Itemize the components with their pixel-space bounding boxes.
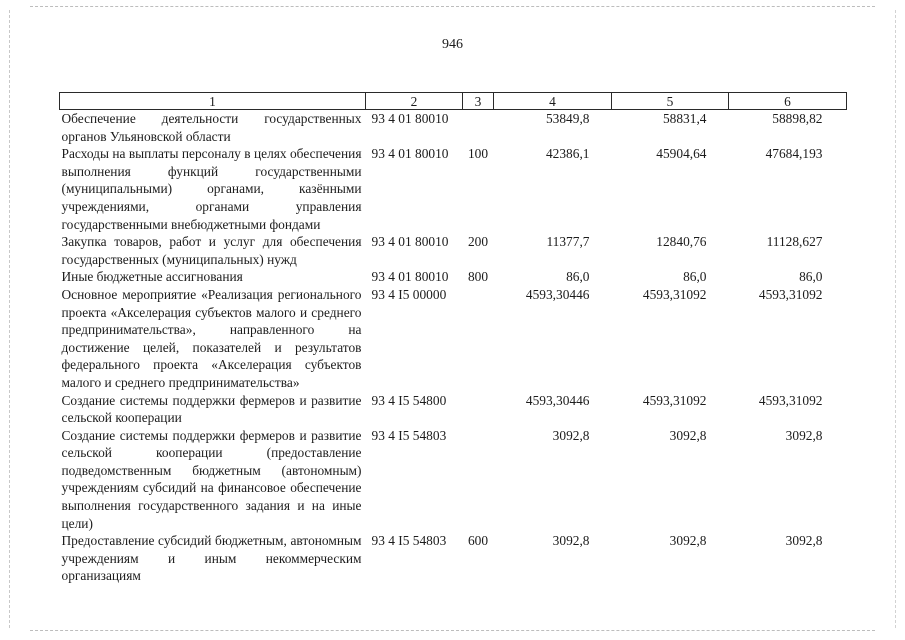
row-value-6: 4593,31092 [758,286,823,302]
row-value-6: 86,0 [799,269,823,285]
row-name: Создание системы поддержки фермеров и развитие сельской кооперации [61,392,362,426]
table-row [60,286,847,392]
table-row [60,110,847,146]
header-col-4: 4 [494,93,612,110]
row-value-5: 4593,31092 [642,392,707,408]
row-value-5: 45904,64 [656,146,707,162]
row-value-6: 3092,8 [785,533,823,549]
row-expense-type [463,286,494,392]
row-value-6: 47684,193 [765,146,823,162]
table-row [60,268,847,286]
row-code: 93 4 I5 54803 [371,427,447,443]
row-name: Основное мероприятие «Реализация регионального проекта «Акселерация субъектов малого и среднего предпринимательства», направленного на достижение целей, показателей и результатов федерального проекта «Акселерация субъектов малого и среднего предпринимательства» [61,286,362,390]
budget-table [59,92,847,585]
row-value-4: 3092,8 [552,427,590,443]
row-expense-type [463,427,494,533]
header-row [60,93,847,110]
row-value-5: 4593,31092 [642,286,707,302]
row-value-4: 11377,7 [546,234,590,250]
row-value-6: 11128,627 [766,234,823,250]
row-value-6: 4593,31092 [758,392,823,408]
table-header [60,93,847,110]
row-value-5: 3092,8 [669,533,707,549]
row-name: Предоставление субсидий бюджетным, автономным учреждениям и иным некоммерческим организациям [61,533,362,584]
table-row [60,233,847,268]
header-col-5: 5 [612,93,729,110]
row-expense-type: 200 [467,234,489,250]
header-col-6: 6 [729,93,847,110]
row-expense-type: 100 [467,146,489,162]
row-expense-type [463,110,494,146]
row-code: 93 4 01 80010 [371,111,449,126]
row-code: 93 4 01 80010 [371,146,449,162]
row-expense-type [463,392,494,427]
header-col-2: 2 [366,93,463,110]
row-value-4: 4593,30446 [525,286,590,302]
row-name: Иные бюджетные ассигнования [61,269,243,285]
row-value-6: 3092,8 [785,427,823,443]
header-col-3: 3 [463,93,494,110]
table-row [60,427,847,533]
row-name: Обеспечение деятельности государственных органов Ульяновской области [61,111,362,144]
table-body [60,110,847,586]
table-row [60,392,847,427]
scan-edge-left [9,10,10,628]
scan-edge-right [895,10,896,628]
row-value-5: 86,0 [683,269,707,285]
row-name: Закупка товаров, работ и услуг для обеспечения государственных (муниципальных) нужд [61,234,362,267]
row-value-4: 4593,30446 [525,392,590,408]
row-value-5: 58831,4 [662,111,707,126]
row-value-5: 3092,8 [669,427,707,443]
row-code: 93 4 I5 54803 [371,533,447,549]
row-value-4: 3092,8 [552,533,590,549]
scan-edge-bottom [30,630,875,631]
row-value-5: 12840,76 [656,234,707,250]
row-code: 93 4 I5 54800 [371,392,447,408]
page-number: 946 [442,37,463,52]
row-code: 93 4 01 80010 [371,234,449,250]
table-row [60,532,847,585]
row-value-4: 53849,8 [545,111,590,126]
row-code: 93 4 I5 00000 [371,286,447,302]
row-code: 93 4 01 80010 [371,269,449,285]
header-col-1: 1 [60,93,366,110]
row-expense-type: 600 [467,533,489,549]
row-value-4: 86,0 [566,269,590,285]
row-name: Расходы на выплаты персоналу в целях обеспечения выполнения функций государственными (муниципальными) органами, казёнными учреждениями, органами управления государственными внебюджетными фондами [61,146,362,232]
row-value-6: 58898,82 [772,111,823,126]
row-name: Создание системы поддержки фермеров и развитие сельской кооперации (предоставление подведомственным бюджетным (автономным) учреждениям субсидий на финансовое обеспечение выполнения государственного задания и на иные цели) [61,427,362,531]
row-value-4: 42386,1 [545,146,590,162]
table-row [60,145,847,233]
row-expense-type: 800 [467,269,489,285]
scan-edge-top [30,6,875,7]
